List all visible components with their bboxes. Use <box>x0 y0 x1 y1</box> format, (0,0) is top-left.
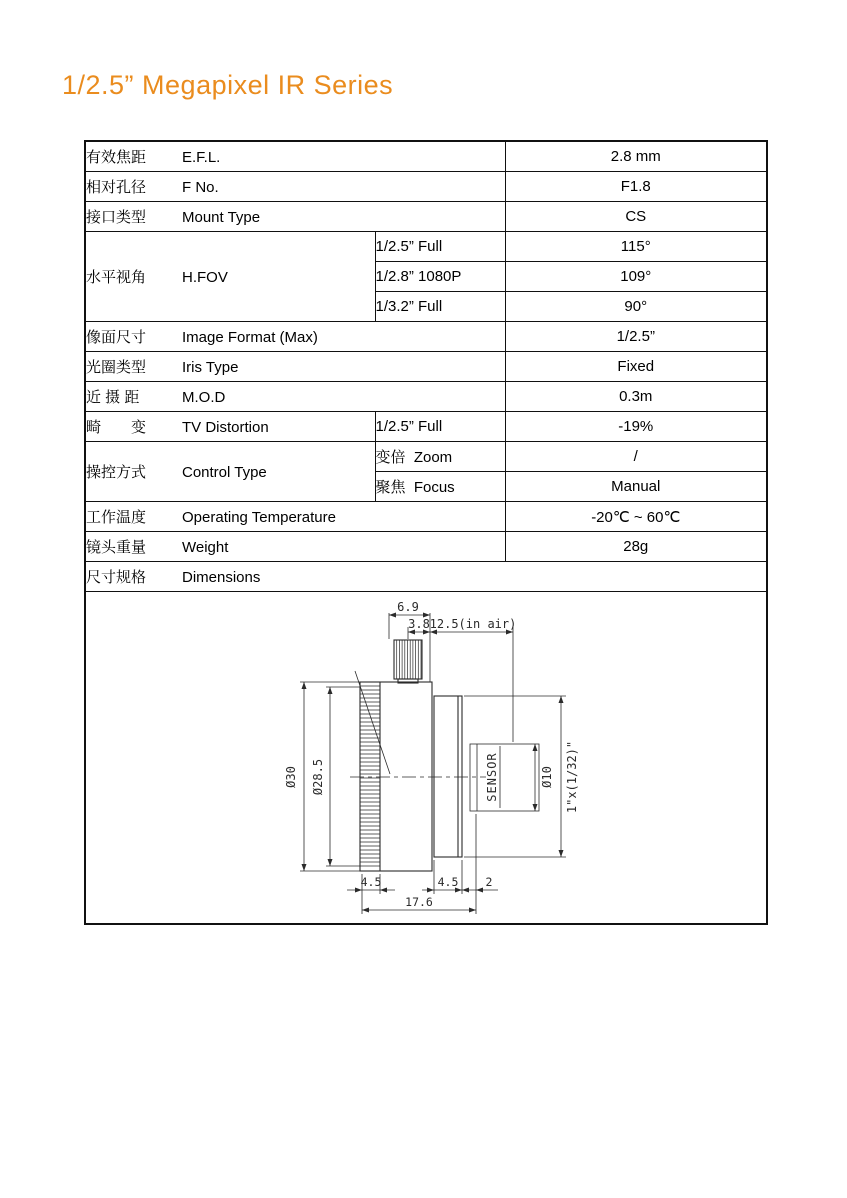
dim-diameters <box>284 682 360 871</box>
spec-sublabel: 变倍 Zoom <box>375 442 505 472</box>
dim-label-dia10: Ø10 <box>540 766 554 788</box>
dim-label-dia30: Ø30 <box>284 766 298 788</box>
spec-value: Manual <box>505 472 767 502</box>
row-operating-temp <box>85 502 767 532</box>
dim-label-dia28-5: Ø28.5 <box>311 758 325 796</box>
spec-value: -20℃ ~ 60℃ <box>505 502 767 532</box>
row-control-1 <box>85 442 767 472</box>
spec-value: -19% <box>505 412 767 442</box>
dim-label-3-8: 3.8 <box>408 617 430 631</box>
sensor-box <box>470 744 539 811</box>
dim-label-17-6: 17.6 <box>405 895 433 909</box>
row-weight <box>85 532 767 562</box>
spec-label: 接口类型 Mount Type <box>85 202 505 232</box>
row-hfov-1 <box>85 232 767 262</box>
spec-label: 像面尺寸 Image Format (Max) <box>85 322 505 352</box>
sensor-label: SENSOR <box>485 752 499 802</box>
row-efl <box>85 141 767 172</box>
spec-value: 109° <box>505 262 767 292</box>
row-fno <box>85 172 767 202</box>
row-mount-type <box>85 202 767 232</box>
spec-value: 115° <box>505 232 767 262</box>
spec-sublabel: 聚焦 Focus <box>375 472 505 502</box>
spec-label: 畸 变 TV Distortion <box>85 412 375 442</box>
row-dimensions <box>85 562 767 592</box>
spec-label: 水平视角 H.FOV <box>85 232 375 322</box>
spec-value: 28g <box>505 532 767 562</box>
spec-sublabel: 1/2.8” 1080P <box>375 262 505 292</box>
lens-body <box>355 671 432 871</box>
lens-dimension-drawing <box>86 592 766 923</box>
spec-value: 0.3m <box>505 382 767 412</box>
spec-value: CS <box>505 202 767 232</box>
dim-label-4-5-left: 4.5 <box>360 875 382 889</box>
set-screw <box>394 640 422 683</box>
page-title: 1/2.5” Megapixel IR Series <box>62 70 394 100</box>
spec-value: 90° <box>505 292 767 322</box>
dim-top <box>389 600 516 742</box>
spec-label: 工作温度 Operating Temperature <box>85 502 505 532</box>
row-iris-type <box>85 352 767 382</box>
dim-label-thread: 1"x(1/32)" <box>565 740 579 814</box>
mount-section <box>434 696 462 857</box>
dim-label-back-focal: 12.5(in air) <box>429 617 517 631</box>
drawing-cell <box>85 592 767 925</box>
spec-label: 近 摄 距 M.O.D <box>85 382 505 412</box>
spec-value: 2.8 mm <box>505 141 767 172</box>
spec-label: 镜头重量 Weight <box>85 532 505 562</box>
row-mod <box>85 382 767 412</box>
spec-sublabel: 1/3.2” Full <box>375 292 505 322</box>
row-image-format <box>85 322 767 352</box>
row-tv-distortion <box>85 412 767 442</box>
spec-sublabel: 1/2.5” Full <box>375 232 505 262</box>
spec-sublabel: 1/2.5” Full <box>375 412 505 442</box>
spec-label: 相对孔径 F No. <box>85 172 505 202</box>
dim-label-4-5-right: 4.5 <box>437 875 459 889</box>
dim-bottom <box>347 814 498 914</box>
spec-value: / <box>505 442 767 472</box>
spec-label: 光圈类型 Iris Type <box>85 352 505 382</box>
dim-label-2: 2 <box>485 875 493 889</box>
row-drawing <box>85 592 767 925</box>
spec-table <box>84 140 768 925</box>
dim-label-6-9: 6.9 <box>397 600 419 614</box>
spec-label: 有效焦距 E.F.L. <box>85 141 505 172</box>
spec-label: 操控方式 Control Type <box>85 442 375 502</box>
spec-value: F1.8 <box>505 172 767 202</box>
dim-right <box>464 696 579 857</box>
spec-value: 1/2.5” <box>505 322 767 352</box>
spec-value: Fixed <box>505 352 767 382</box>
spec-label: 尺寸规格 Dimensions <box>85 562 767 592</box>
knurl-hatching <box>360 686 380 866</box>
